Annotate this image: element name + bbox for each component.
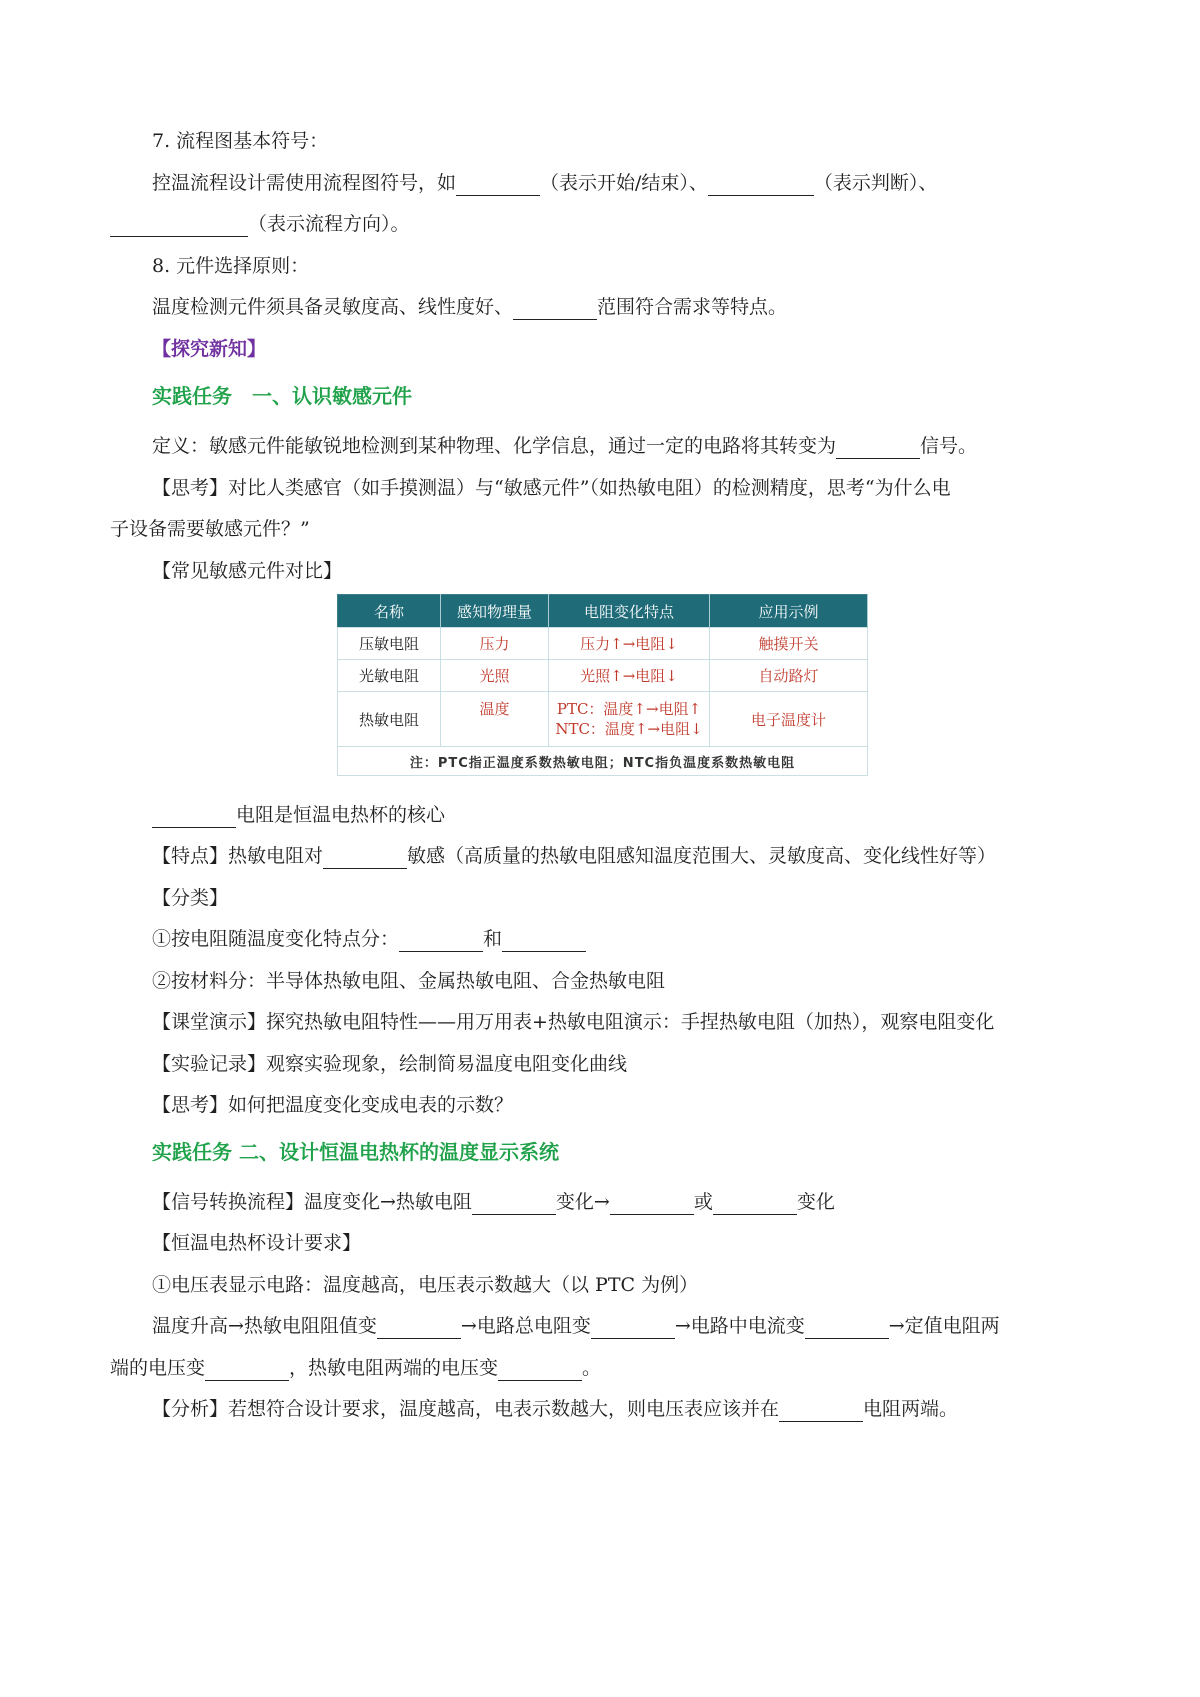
flow-text-d: 变化 bbox=[796, 1191, 835, 1213]
task1-heading: 实践任务 一、认识敏感元件 bbox=[152, 384, 412, 408]
record-line: 【实验记录】观察实验现象，绘制简易温度电阻变化曲线 bbox=[152, 1053, 628, 1075]
item7-line1 bbox=[152, 170, 937, 196]
table-row bbox=[338, 628, 868, 660]
table-cell: 光照↑→电阻↓ bbox=[549, 660, 710, 692]
table-cell: 电子温度计 bbox=[710, 692, 868, 747]
blank-flow-3 bbox=[713, 1194, 797, 1215]
table-cell: 触摸开关 bbox=[710, 628, 868, 660]
item8-text-a: 温度检测元件须具备灵敏度高、线性度好、 bbox=[152, 296, 514, 318]
table-header: 感知物理量 bbox=[441, 595, 549, 628]
classify-1-and: 和 bbox=[483, 928, 503, 950]
blank-chain-4 bbox=[205, 1360, 289, 1381]
table-header: 名称 bbox=[338, 595, 441, 628]
flow-text-c: 或 bbox=[693, 1191, 713, 1213]
classify-1 bbox=[152, 926, 586, 952]
chain-text-a: 温度升高→热敏电阻阻值变 bbox=[152, 1315, 377, 1337]
chain-text-d: →定值电阻两 bbox=[888, 1315, 1000, 1337]
item8-line1 bbox=[152, 294, 787, 320]
chain-text-c: →电路中电流变 bbox=[674, 1315, 805, 1337]
blank-sensitive-to bbox=[323, 848, 407, 869]
chain2-text-b: ，热敏电阻两端的电压变 bbox=[289, 1357, 499, 1379]
blank-decision bbox=[708, 175, 814, 196]
item8-title: 8. 元件选择原则： bbox=[152, 255, 310, 277]
table-note-row bbox=[338, 747, 868, 776]
core-text: 电阻是恒温电热杯的核心 bbox=[236, 804, 446, 826]
classify-1-text: ①按电阻随温度变化特点分： bbox=[152, 928, 400, 950]
think2-line: 【思考】如何把温度变化变成电表的示数？ bbox=[152, 1094, 514, 1116]
blank-range bbox=[513, 299, 597, 320]
table-cell: 温度 bbox=[441, 692, 549, 747]
blank-analysis bbox=[779, 1401, 863, 1422]
think-line-1: 【思考】对比人类感官（如手摸测温）与“敏感元件”（如热敏电阻）的检测精度，思考“为什么电 bbox=[152, 477, 951, 499]
blank-type-1 bbox=[399, 931, 483, 952]
table-cell: 光敏电阻 bbox=[338, 660, 441, 692]
task2-heading: 实践任务 二、设计恒温电热杯的温度显示系统 bbox=[152, 1140, 559, 1164]
analysis-line bbox=[152, 1396, 958, 1422]
feature-text-b: 敏感（高质量的热敏电阻感知温度范围大、灵敏度高、变化线性好等） bbox=[407, 845, 997, 867]
item7-text-b: （表示开始/结束）、 bbox=[540, 172, 708, 194]
flow-text-b: 变化→ bbox=[555, 1191, 610, 1213]
chain-text-b: →电路总电阻变 bbox=[460, 1315, 591, 1337]
item7-text-c: （表示判断）、 bbox=[813, 172, 938, 194]
item8-text-b: 范围符合需求等特点。 bbox=[597, 296, 788, 318]
ntc-change: NTC：温度↑→电阻↓ bbox=[555, 720, 703, 738]
blank-flow-1 bbox=[472, 1194, 556, 1215]
compare-heading: 【常见敏感元件对比】 bbox=[152, 560, 343, 582]
blank-chain-1 bbox=[377, 1318, 461, 1339]
blank-chain-3 bbox=[805, 1318, 889, 1339]
table-header: 电阻变化特点 bbox=[549, 595, 710, 628]
table-note: 注：PTC指正温度系数热敏电阻；NTC指负温度系数热敏电阻 bbox=[338, 747, 868, 776]
definition-line bbox=[152, 433, 977, 459]
blank-chain-5 bbox=[498, 1360, 582, 1381]
classify-heading: 【分类】 bbox=[152, 887, 229, 909]
feature-text-a: 【特点】热敏电阻对 bbox=[152, 845, 324, 867]
explore-heading: 【探究新知】 bbox=[152, 338, 267, 360]
core-line bbox=[152, 802, 445, 828]
table-cell: 热敏电阻 bbox=[338, 692, 441, 747]
requirement-1: ①电压表显示电路：温度越高，电压表示数越大（以 PTC 为例） bbox=[152, 1274, 699, 1296]
table-header-row bbox=[338, 595, 868, 628]
blank-chain-2 bbox=[591, 1318, 675, 1339]
chain-line-2 bbox=[110, 1355, 601, 1381]
table-row bbox=[338, 692, 868, 747]
item7-title: 7. 流程图基本符号： bbox=[152, 130, 329, 152]
definition-end: 信号。 bbox=[920, 435, 978, 457]
item7-text-d: （表示流程方向）。 bbox=[248, 213, 410, 235]
blank-type-2 bbox=[502, 931, 586, 952]
classify-2: ②按材料分：半导体热敏电阻、金属热敏电阻、合金热敏电阻 bbox=[152, 970, 666, 992]
table-cell: 自动路灯 bbox=[710, 660, 868, 692]
blank-flow-2 bbox=[610, 1194, 694, 1215]
table-row bbox=[338, 660, 868, 692]
blank-flow-direction bbox=[110, 216, 248, 237]
item7-line2 bbox=[110, 211, 410, 237]
table-cell bbox=[549, 692, 710, 747]
chain-line-1 bbox=[152, 1313, 1000, 1339]
sensor-comparison-table bbox=[337, 594, 868, 776]
blank-signal bbox=[836, 438, 920, 459]
table-cell: 压力 bbox=[441, 628, 549, 660]
item7-text-a: 控温流程设计需使用流程图符号，如 bbox=[152, 172, 457, 194]
blank-core-resistor bbox=[152, 807, 236, 828]
table-cell: 光照 bbox=[441, 660, 549, 692]
ptc-change: PTC：温度↑→电阻↑ bbox=[556, 700, 702, 718]
flow-line bbox=[152, 1189, 835, 1215]
definition-text: 定义：敏感元件能敏锐地检测到某种物理、化学信息，通过一定的电路将其转变为 bbox=[152, 435, 837, 457]
analysis-text-a: 【分析】若想符合设计要求，温度越高，电表示数越大，则电压表应该并在 bbox=[152, 1398, 780, 1420]
chain2-text-c: 。 bbox=[582, 1357, 602, 1379]
think-line-2: 子设备需要敏感元件？” bbox=[110, 518, 310, 540]
demo-line: 【课堂演示】探究热敏电阻特性——用万用表+热敏电阻演示：手捏热敏电阻（加热），观察电阻变化 bbox=[152, 1011, 995, 1033]
chain2-text-a: 端的电压变 bbox=[110, 1357, 206, 1379]
table-cell: 压敏电阻 bbox=[338, 628, 441, 660]
analysis-text-b: 电阻两端。 bbox=[863, 1398, 959, 1420]
table-header: 应用示例 bbox=[710, 595, 868, 628]
requirement-heading: 【恒温电热杯设计要求】 bbox=[152, 1232, 362, 1254]
table-cell: 压力↑→电阻↓ bbox=[549, 628, 710, 660]
flow-text-a: 【信号转换流程】温度变化→热敏电阻 bbox=[152, 1191, 472, 1213]
feature-line bbox=[152, 843, 996, 869]
blank-start-end bbox=[456, 175, 540, 196]
